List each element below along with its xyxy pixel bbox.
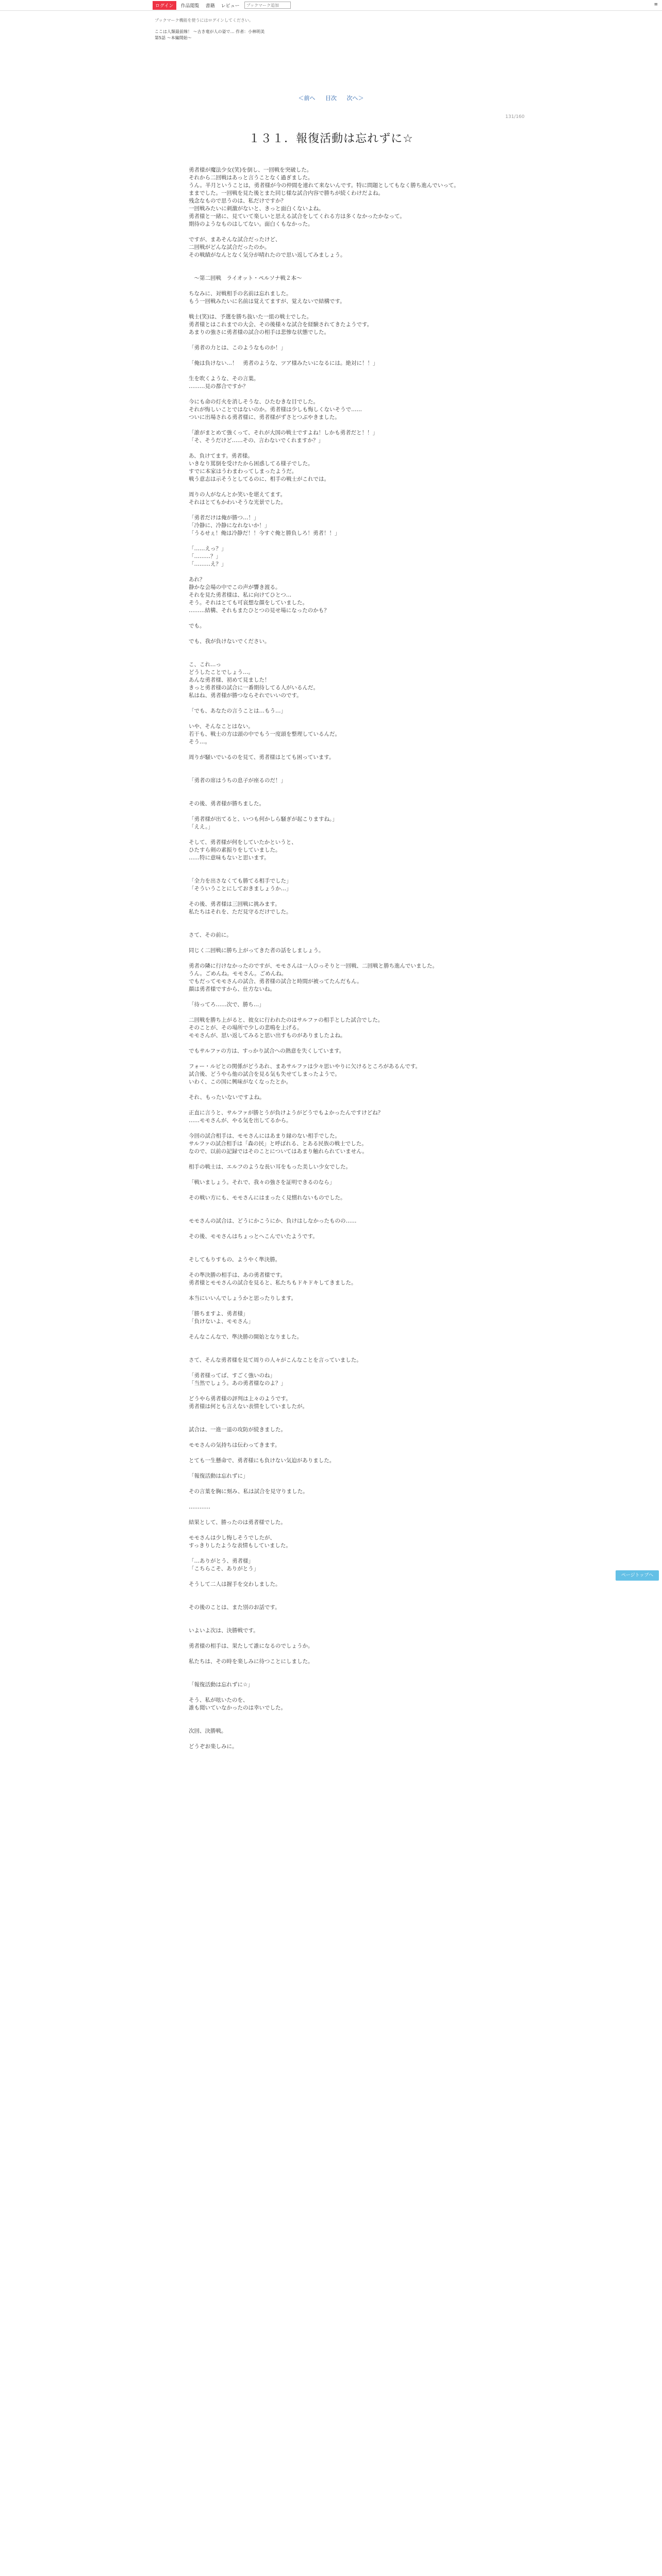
body-line: とても一生懸命で、勇者様にも負けない気迫がありました。 (189, 1458, 335, 1464)
body-line: 本当にいいんでしょうかと思ったりします。 (189, 1295, 297, 1301)
body-line: それはとてもかわいそうな光景でした。 (189, 499, 286, 505)
body-line (189, 1573, 477, 1581)
body-line: モモさんの試合は、どうにかこうにか、負けはしなかったものの…… (189, 1218, 357, 1224)
body-line: 戦士(笑)は、予選を勝ち抜いた一組の戦士でした。 (189, 314, 312, 320)
body-line: いわく、この国に興味がなくなったとか。 (189, 1079, 292, 1085)
body-line (189, 1225, 477, 1233)
body-line: 「当然でしょう。あの勇者様なのよ？」 (189, 1380, 286, 1386)
body-line: 正直に言うと、サルファが勝とうが負けようがどうでもよかったんですけどね？ (189, 1110, 384, 1116)
body-line: 戦う意志は示そうとしてるのに、相手の戦士がこれでは。 (189, 476, 329, 482)
body-line: ひたすら剣の素振りをしていました。 (189, 847, 281, 853)
body-line (189, 445, 477, 452)
body-line: 二回戦がどんな試合だったのか。 (189, 244, 270, 250)
body-line: 試合後、どうやら他の試合を見る気も失せてしまったようで。 (189, 1071, 340, 1077)
body-line: でも、我が負けないでください。 (189, 638, 270, 645)
body-line (189, 769, 477, 777)
body-line (189, 1666, 477, 1673)
body-line (189, 715, 477, 723)
body-line: そう。それはとても可哀想な顔をしていました。 (189, 600, 308, 606)
body-line (189, 862, 477, 870)
body-line: 周りが騒いでいるのを見て、勇者様はとても困っています。 (189, 754, 335, 760)
body-line: ついに出場される勇者様に、勇者様がずさとつぶやきました。 (189, 414, 340, 420)
body-line (189, 831, 477, 839)
body-line: ままでした。一回戦を見た後とまた同じ様な試合内容で勝ちが続くわけだよね。 (189, 190, 384, 196)
body-line: 「そういうことにしておきましょうか…」 (189, 886, 292, 892)
body-line (189, 1040, 477, 1047)
body-line (189, 1449, 477, 1457)
body-line: うん。半月ということは，勇者様が今の仲間を連れて来ないんです。特に問題としてもなく勝ち進んでいって。 (189, 182, 459, 189)
body-line: 「勇者様が出てると、いつも何かしら騒ぎが起こりますね。」 (189, 816, 338, 822)
body-line (189, 808, 477, 816)
body-line (189, 1125, 477, 1132)
body-line: 「全力を出さなくても勝てる相手でした」 (189, 878, 292, 884)
chapter-navigation (0, 94, 662, 102)
body-line (189, 1387, 477, 1395)
body-line: サルファの試合相手は「森の民」と呼ばれる、とある民族の戦士でした。 (189, 1141, 367, 1147)
body-line: でも。 (189, 623, 205, 629)
body-line: 誰も聞いていなかったのは幸いでした。 (189, 1705, 286, 1711)
body-line: 〜第二回戦 ライオット・ペルソナ戦２本〜 (189, 275, 302, 281)
body-line: 「でも、あなたの言うことは…もう…」 (189, 708, 286, 714)
body-line (189, 1588, 477, 1596)
body-line (189, 282, 477, 290)
body-line (189, 1302, 477, 1310)
body-line: ですが、まあそんな試合だったけど、 (189, 236, 281, 243)
body-line: 今にも命の灯火を消しそうな、ひたむきな目でした。 (189, 399, 319, 405)
body-line: 私たちは、その時を楽しみに待つことにしました。 (189, 1658, 313, 1665)
body-line (189, 1202, 477, 1210)
body-line (189, 939, 477, 947)
body-line: 試合は、一進一退の攻防が続きました。 (189, 1427, 286, 1433)
body-line: モモさんは少し悔しそうでしたが、 (189, 1535, 275, 1541)
body-line (189, 1689, 477, 1697)
body-line: 「戦いましょう。それで、我々の強さを証明できるのなら」 (189, 1179, 335, 1185)
body-line: それが悔しいことではないのか。勇者様は少しも悔しくないそうで…… (189, 406, 362, 413)
body-line (189, 870, 477, 877)
body-line (189, 1712, 477, 1720)
body-line: 残念なもので思うのは、私だけですか？ (189, 198, 286, 204)
body-line (189, 1619, 477, 1627)
body-line (189, 700, 477, 707)
body-line (189, 1496, 477, 1503)
body-line: 同じく二回戦に勝ち上がってきた者の話をしましょう。 (189, 947, 324, 954)
menu-item-works[interactable]: 作品閲覧 (180, 3, 200, 9)
body-line (189, 336, 477, 344)
body-line: すでに本家はうわまわってしまったようだ。 (189, 468, 297, 474)
body-line (189, 761, 477, 769)
body-line: いや、そんなことはない。 (189, 723, 254, 730)
body-line: それを見た勇者様は、私に向けてひとつ… (189, 592, 292, 598)
body-line (189, 1055, 477, 1063)
body-line (189, 916, 477, 924)
body-line: あんな勇者様、初めて見ました！ (189, 677, 270, 683)
body-line (189, 352, 477, 360)
body-line: その後、勇者様は三回戦に挑みます。 (189, 901, 280, 907)
body-line (189, 1735, 477, 1743)
body-line: 勇者様の相手は、果たして誰になるのでしょうか。 (189, 1643, 313, 1649)
body-line (189, 615, 477, 622)
body-line (189, 1187, 477, 1194)
body-line: こ、これ…っ (189, 662, 221, 668)
body-line (189, 228, 477, 236)
body-line: 顔は勇者様ですから、仕方ないね。 (189, 986, 275, 992)
body-line (189, 1418, 477, 1426)
body-line (189, 1086, 477, 1094)
body-line: それから二回戦はあっと言うことなく過ぎました。 (189, 175, 313, 181)
body-line (189, 1248, 477, 1256)
body-line: 勇者様は何とも言えない表情をしていましたが。 (189, 1403, 308, 1410)
body-line (189, 1156, 477, 1163)
body-line: でもだってモモさんの試合、勇者様の試合と時間が被ってたんだもん。 (189, 978, 362, 985)
body-line (189, 746, 477, 754)
body-line (189, 1434, 477, 1442)
body-line: 「うるせぇ！俺は冷静だ！！今すぐ俺と勝負しろ！勇者！！」 (189, 530, 340, 536)
body-line (189, 646, 477, 653)
body-line: もう一回戦みたいに名前は覚えてますが、覚えないで結構です。 (189, 298, 345, 304)
body-line: そう、私が呟いたのを、 (189, 1697, 249, 1703)
prev-chapter-link[interactable]: ＜前へ (298, 95, 316, 101)
body-line (189, 1527, 477, 1534)
body-line (189, 1411, 477, 1418)
body-line: ………… (189, 1504, 210, 1510)
body-line: 周りの人がなんとか笑いを堪えてます。 (189, 492, 286, 498)
body-line: うん。ごめんね。モモさん。ごめんね。 (189, 971, 287, 977)
body-line: あまりの強さに勇者様の試合の相手は悲惨な状態でした。 (189, 329, 329, 335)
body-line: 私はね、勇者様が勝つならそれでいいのです。 (189, 692, 302, 699)
body-line: すっきりしたような表情もしていました。 (189, 1543, 291, 1549)
body-line (189, 537, 477, 545)
body-line: ………結構、それもまたひとつの見せ場になったのかも？ (189, 607, 329, 614)
body-line (189, 1650, 477, 1658)
body-line (189, 1673, 477, 1681)
body-line (189, 1241, 477, 1248)
body-line: 勇者の隣に行けなかったのですが、モモさんは一人ひっそりと一回戦、二回戦と勝ち進んでいました。 (189, 963, 438, 969)
body-line (189, 653, 477, 661)
chapter-body-text (189, 166, 477, 1751)
body-line: 「俺は負けない…！ 勇者のような、ツア様みたいになるには。絶対に！！」 (189, 360, 378, 366)
body-line (189, 1264, 477, 1272)
body-line: その後のことは、また別のお話です。 (189, 1604, 280, 1611)
page-top-button[interactable]: ページトップへ (616, 1570, 659, 1581)
body-line: 「冷静に、冷静になれないか！」 (189, 522, 270, 529)
next-chapter-link[interactable]: 次へ＞ (346, 95, 364, 101)
body-line: モモさんの気持ちは伝わってきます。 (189, 1442, 280, 1448)
body-line: さて、そんな勇者様を見て周りの人々がこんなことを言っていました。 (189, 1357, 362, 1363)
body-line: どうぞお楽しみに。 (189, 1743, 238, 1750)
body-line: 「こちらこそ、ありがとう」 (189, 1566, 259, 1572)
body-line: 「勇者様ってば、すごく強いのね」 (189, 1372, 275, 1379)
body-line: その言葉を胸に刻み、私は試合を見守りました。 (189, 1488, 308, 1495)
login-button[interactable]: ログイン (153, 1, 176, 10)
breadcrumb-series[interactable]: ここは人類最前線！ 〜古き竜が人の姿で… 作者：小林明美 (155, 29, 265, 34)
body-line: その後、勇者様が勝ちました。 (189, 801, 264, 807)
body-line (189, 568, 477, 576)
body-line: 「報復活動は忘れずに」 (189, 1473, 249, 1479)
body-line (189, 1009, 477, 1016)
body-line (189, 1635, 477, 1642)
body-line: 「…ありがとう、勇者様」 (189, 1558, 254, 1564)
body-line: フォー・ルビとの関係がどうあれ、まあサルファは少々思いやりに欠けるところがあるんです。 (189, 1063, 421, 1070)
body-line: 生を吹くような、その言葉。 (189, 376, 259, 382)
body-line: その戦績がなんとなく気分が晴れたので思い返してみましょう。 (189, 252, 346, 258)
body-line: 勇者様と一緒に、見ていて楽しいと思える試合をしてくれる方は多くなかったかなって。 (189, 213, 405, 219)
bookmark-info: ブックマーク機能を使うにはログインしてください。 (155, 18, 254, 23)
body-line (189, 993, 477, 1001)
body-line (189, 1511, 477, 1519)
body-line: そう…。 (189, 739, 210, 745)
body-line: 「負けないよ、モモさん」 (189, 1318, 254, 1325)
body-line: きっと勇者様の試合に一番期待してる人がいるんだ。 (189, 685, 319, 691)
body-line (189, 1480, 477, 1488)
body-line: でもサルファの方は、すっかり試合への熱意を失くしています。 (189, 1048, 345, 1054)
body-line (189, 1612, 477, 1619)
body-line (189, 893, 477, 901)
body-line: ……モモさんが、やる気を出してるから。 (189, 1117, 292, 1124)
body-line (189, 506, 477, 514)
body-line (189, 1287, 477, 1295)
body-line (189, 1550, 477, 1557)
body-line: その後、モモさんはちょっとへこんでいたようです。 (189, 1233, 318, 1240)
body-line (189, 267, 477, 275)
body-line: さて、その前に。 (189, 932, 232, 938)
top-navigation-bar (0, 0, 662, 11)
body-line (189, 1596, 477, 1604)
body-line: あれ？ (189, 577, 205, 583)
body-line: 静かな会場の中でこの声が響き渡る。 (189, 584, 281, 590)
body-line: そのことが、その場所で少しの悲鳴を上げる。 (189, 1025, 303, 1031)
body-line: 若干も、戦士の方は頭の中でもう一度頭を整理しているんだ。 (189, 731, 340, 737)
menu-icon[interactable]: ≡ (654, 2, 658, 7)
body-line (189, 1101, 477, 1109)
table-of-contents-link[interactable]: 目次 (325, 95, 337, 101)
body-line: どうしたことでしょう…。 (189, 669, 254, 675)
body-line: 「勇者の力とは、このようなものか！」 (189, 345, 286, 351)
body-line: 期待のようなものはしてない。面白くもなかった。 (189, 221, 313, 227)
body-line (189, 630, 477, 638)
body-line: 勇者様とモモさんの試合を見ると、私たちもドキドキしてきました。 (189, 1280, 357, 1286)
body-line: 勇者様が魔法少女(笑)を倒し、一回戦を突破した。 (189, 167, 312, 173)
body-line: 「勇者だけは俺が勝つ…！」 (189, 515, 259, 521)
body-line: 「待ってろ……次で、勝ち…」 (189, 1002, 264, 1008)
body-line: 「……えっ？」 (189, 546, 227, 552)
body-line (189, 1210, 477, 1217)
body-line (189, 785, 477, 792)
body-line (189, 1341, 477, 1349)
body-line: ………見の都合ですか？ (189, 383, 249, 389)
body-line: そうして二人は握手を交わしました。 (189, 1581, 281, 1587)
body-line: そして、勇者様が何をしていたかというと、 (189, 839, 297, 845)
body-line: その準決勝の相手は、あの勇者様です。 (189, 1272, 286, 1278)
breadcrumb-chapter: 第5話 〜本編開始〜 (155, 36, 192, 40)
body-line (189, 1465, 477, 1472)
body-line: なので、以前の記録ではそのことについてはあまり触れられていません。 (189, 1148, 368, 1155)
body-line: 「………え？」 (189, 561, 227, 567)
body-line: 次回、決勝戦。 (189, 1728, 227, 1734)
body-line: 「ええ。」 (189, 824, 213, 830)
body-line (189, 924, 477, 931)
body-line: その戦い方にも、モモさんにはまったく見慣れないものでした。 (189, 1195, 346, 1201)
body-line (189, 259, 477, 267)
body-line (189, 483, 477, 491)
body-line: 二回戦を勝ち上がると、彼女に行われたのはサルファの相手とした試合でした。 (189, 1017, 384, 1023)
body-line: 「そ、そうだけど……その、言わないでくれますか？」 (189, 437, 324, 444)
body-line (189, 391, 477, 398)
body-line: そんなこんなで、準決勝の開始となりました。 (189, 1334, 303, 1340)
body-line (189, 792, 477, 800)
menu-item-reviews[interactable]: レビュー (221, 3, 240, 9)
body-line (189, 1720, 477, 1727)
body-line: いきなり罵倒を受けたから困惑してる様子でした。 (189, 461, 313, 467)
body-line: それ、もったいないですよね。 (189, 1094, 265, 1100)
body-line: そしてもりすもの、ようやく準決勝。 (189, 1257, 281, 1263)
body-line: 勇者様とはこれまでの大会、その後様々な試合を経験されてきたようです。 (189, 321, 373, 328)
menu-item-books[interactable]: 書籍 (205, 3, 215, 9)
body-line: 相手の戦士は、エルフのような長い耳をもった美しい少女でした。 (189, 1164, 351, 1170)
page-count: 131/160 (505, 114, 525, 120)
body-line (189, 421, 477, 429)
body-line (189, 367, 477, 375)
body-line: ……特に意味もないと思います。 (189, 855, 270, 861)
body-line: 「勝ちますよ、勇者様」 (189, 1311, 249, 1317)
body-line (189, 955, 477, 962)
body-line (189, 306, 477, 313)
body-line (189, 1326, 477, 1333)
body-line (189, 1364, 477, 1372)
body-line: 結果として、勝ったのは勇者様でした。 (189, 1519, 286, 1526)
body-line: ちなみに、対戦相手の名前は忘れました。 (189, 291, 292, 297)
body-line: 「報復活動は忘れずに☆」 (189, 1682, 253, 1688)
body-line: 「………？」 (189, 553, 221, 560)
body-line: 私たちはそれを、ただ見守るだけでした。 (189, 909, 292, 915)
body-line: 今回の試合相手は、モモさんにはあまり縁のない相手でした。 (189, 1133, 340, 1139)
body-line (189, 1349, 477, 1357)
body-line: どうやら勇者様の評判は上々のようです。 (189, 1396, 291, 1402)
body-line: いよいよ次は、決勝戦です。 (189, 1628, 259, 1634)
body-line: 一回戦みたいに刺激がないと、きっと面白くないよね。 (189, 206, 324, 212)
body-line (189, 1171, 477, 1179)
body-line: 「勇者の席はうちの息子が座るのだ！」 (189, 777, 286, 784)
body-line: 「誰がまとめて強くって、それが大国の戦士ですよね！しかも勇者だと！！」 (189, 430, 378, 436)
chapter-title: １３１．報復活動は忘れずに☆ (249, 132, 413, 145)
body-line: モモさんが、思い返してみると思い出すものがありましたよね。 (189, 1032, 346, 1039)
bookmark-search-input[interactable] (244, 2, 291, 9)
body-line: あ、負けてます。勇者様。 (189, 453, 253, 459)
